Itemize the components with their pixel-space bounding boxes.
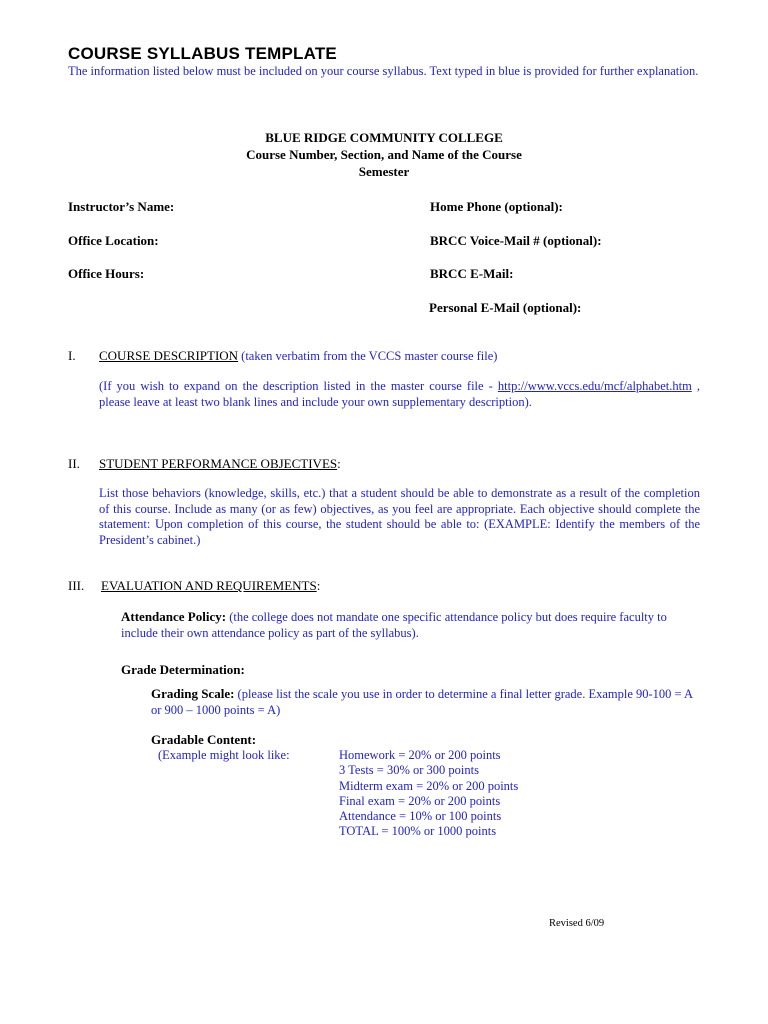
- grading-scale-label: Grading Scale:: [151, 686, 235, 701]
- section-3-colon: :: [316, 578, 321, 593]
- section-3-heading: [101, 578, 320, 594]
- college-name: BLUE RIDGE COMMUNITY COLLEGE: [265, 130, 503, 145]
- section-2-heading: [99, 456, 341, 472]
- gradable-item: 3 Tests = 30% or 300 points: [339, 763, 479, 778]
- attendance-policy-label: Attendance Policy:: [121, 609, 227, 624]
- voice-mail-label: BRCC Voice-Mail # (optional):: [430, 233, 602, 248]
- section-1-number: I.: [68, 348, 76, 363]
- section-1-para-start: (If you wish to expand on the description listed in the master course file -: [99, 379, 498, 393]
- brcc-email-label: BRCC E-Mail:: [430, 266, 514, 281]
- gradable-item: Attendance = 10% or 100 points: [339, 809, 502, 824]
- gradable-content-list: [339, 748, 518, 840]
- gradable-example-prefix: (Example might look like:: [158, 748, 290, 762]
- section-1-heading: [99, 348, 497, 364]
- document-title: COURSE SYLLABUS TEMPLATE: [68, 44, 337, 63]
- instructor-name-label: Instructor’s Name:: [68, 199, 175, 214]
- office-hours-label: Office Hours:: [68, 266, 145, 281]
- revision-date: Revised 6/09: [549, 918, 605, 929]
- section-1-note: (taken verbatim from the VCCS master course file): [238, 349, 498, 363]
- semester-heading: Semester: [358, 164, 410, 179]
- section-2-title: STUDENT PERFORMANCE OBJECTIVES: [99, 456, 338, 471]
- attendance-policy: [121, 609, 681, 641]
- gradable-item: Midterm exam = 20% or 200 points: [339, 778, 519, 793]
- gradable-item: TOTAL = 100% or 1000 points: [339, 824, 497, 839]
- intro-text: The information listed below must be included on your course syllabus. Text typed in blue is provided for further explanation.: [68, 64, 699, 78]
- vccs-mcf-link[interactable]: http://www.vccs.edu/mcf/alphabet.htm: [497, 379, 692, 393]
- gradable-item: Homework = 20% or 200 points: [339, 748, 501, 762]
- section-2-paragraph: List those behaviors (knowledge, skills, etc.) that a student should be able to demonstrate as a result of the completion of this course. Include as many (or as few) objectives, as you feel are appropriate. Each objective should complete the statement: Upon completion of this course, the student should be able to: (EXAMPLE: Identify the members of the President’s cabinet.): [99, 486, 700, 547]
- section-1-title: COURSE DESCRIPTION: [99, 348, 239, 363]
- course-heading: Course Number, Section, and Name of the Course: [246, 147, 522, 162]
- section-3-title: EVALUATION AND REQUIREMENTS: [101, 578, 317, 593]
- section-1-paragraph: [99, 379, 700, 410]
- attendance-policy-text: (the college does not mandate one specific attendance policy but does require faculty to include their own attendance policy as part of the syllabus).: [121, 610, 667, 640]
- section-3-number: III.: [68, 578, 85, 593]
- home-phone-label: Home Phone (optional):: [430, 199, 563, 214]
- section-2-number: II.: [68, 456, 80, 471]
- section-1-para-end: , please leave at least two blank lines and include your own supplementary description).: [99, 379, 701, 409]
- office-location-label: Office Location:: [68, 233, 159, 248]
- grade-determination-heading: Grade Determination:: [121, 662, 245, 677]
- grading-scale: [151, 686, 696, 718]
- grading-scale-text: (please list the scale you use in order to determine a final letter grade. Example 90-100 = A or 900 – 1000 points = A): [151, 687, 693, 717]
- personal-email-label: Personal E-Mail (optional):: [429, 300, 582, 315]
- gradable-item: Final exam = 20% or 200 points: [339, 793, 501, 808]
- section-2-colon: :: [337, 456, 341, 471]
- gradable-content-label: Gradable Content:: [151, 732, 257, 747]
